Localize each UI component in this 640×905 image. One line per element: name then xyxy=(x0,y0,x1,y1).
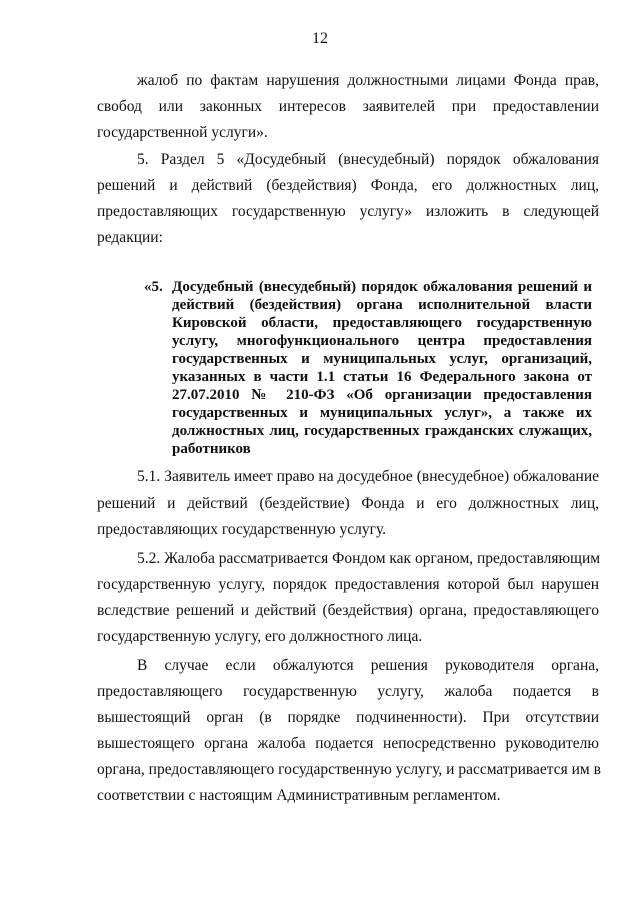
p2-line-4: редакции: xyxy=(97,229,163,246)
section-heading-text-1: Досудебный (внесудебный) порядок обжалования решений и xyxy=(172,279,592,295)
p5-line-5: органа, предоставляющего государственную услугу, и рассматривается им в xyxy=(97,761,601,778)
section-heading-line-3: Кировской области, предоставляющего государственную xyxy=(172,315,592,331)
p4-line-1: 5.2. Жалоба рассматривается Фондом как органом, предоставляющим xyxy=(137,550,601,567)
p5-line-3: вышестоящий орган (в порядке подчиненности). При отсутствии xyxy=(97,709,599,726)
p1-line-3: государственной услуги». xyxy=(97,124,268,141)
section-heading-line-4: услугу, многофункционального центра предоставления xyxy=(172,333,592,349)
p3-line-1: 5.1. Заявитель имеет право на досудебное (внесудебное) обжалование xyxy=(137,468,599,485)
section-heading-line-6: указанных в части 1.1 статьи 16 Федерального закона от xyxy=(172,369,592,385)
section-heading-line-5: государственных и муниципальных услуг, организаций, xyxy=(172,351,592,367)
p1-line-2: свобод или законных интересов заявителей при предоставлении xyxy=(97,98,599,115)
p2-line-2: решений и действий (бездействия) Фонда, его должностных лиц, xyxy=(97,177,599,194)
p2-line-3: предоставляющих государственную услугу» изложить в следующей xyxy=(97,203,599,220)
section-heading-line-7: 27.07.2010 № 210-ФЗ «Об организации предоставления xyxy=(172,387,592,403)
section-heading-line-1 xyxy=(144,278,592,296)
p4-line-4: государственную услугу, его должностного лица. xyxy=(97,628,423,645)
p4-line-3: вследствие решений и действий (бездействия) органа, предоставляющего xyxy=(97,602,599,619)
section-heading-line-9: должностных лиц, государственных гражданских служащих, xyxy=(172,423,592,439)
p5-line-6: соответствии с настоящим Административным регламентом. xyxy=(97,787,501,804)
section-heading-line-10: работников xyxy=(172,441,251,457)
p3-line-2: решений и действий (бездействие) Фонда и его должностных лиц, xyxy=(97,495,599,512)
section-heading-line-8: государственных и муниципальных услуг», а также их xyxy=(172,405,592,421)
p2-line-1: 5. Раздел 5 «Досудебный (внесудебный) порядок обжалования xyxy=(137,151,599,168)
p5-line-1: В случае если обжалуются решения руководителя органа, xyxy=(137,657,599,674)
p5-line-4: вышестоящего органа жалоба подается непосредственно руководителю xyxy=(97,735,599,752)
page-number: 12 xyxy=(312,30,328,47)
section-heading-marker: «5. xyxy=(144,279,163,295)
p5-line-2: предоставляющего государственную услугу, жалоба подается в xyxy=(97,683,599,700)
p1-line-1: жалоб по фактам нарушения должностными лицами Фонда прав, xyxy=(137,72,599,89)
p4-line-2: государственную услугу, порядок предоставления которой был нарушен xyxy=(97,576,599,593)
section-heading-line-2: действий (бездействия) органа исполнительной власти xyxy=(172,297,592,313)
p3-line-3: предоставляющих государственную услугу. xyxy=(97,521,387,538)
